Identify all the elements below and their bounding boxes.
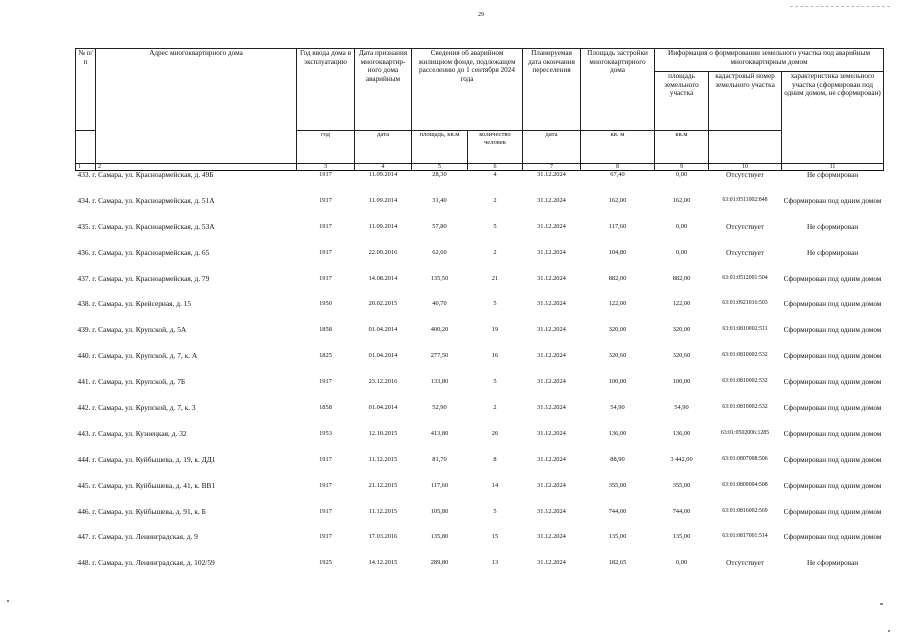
unit-people: количество человек [468,131,523,164]
recognition-date-cell: 01.04.2014 [368,326,398,334]
recognition-date-cell: 17.03.2016 [368,533,398,541]
address-cell: 439. г. Самара, ул. Крупской, д. 5А [77,325,187,335]
built-area-cell: 320,60 [608,352,627,360]
header-cadastral: кадастровый номер земельного участка [709,72,782,131]
col-number: 3 [297,164,355,171]
table-row [76,275,884,301]
built-area-cell: 117,60 [608,222,627,230]
table-row [76,249,884,275]
unit-cadastral [709,131,782,164]
recognition-date-cell: 11.12.2015 [368,507,398,515]
land-status-cell: Сформирован под одним домом [783,507,882,516]
land-area-cell: 0,00 [675,222,688,230]
people-count-cell: 26 [491,429,499,437]
col-number: 2 [96,164,297,171]
address-cell: 441. г. Самара, ул. Крупской, д. 7Б [77,377,186,387]
scan-speck [888,630,890,632]
built-area-cell: 182,65 [608,559,627,567]
col-number: 9 [655,164,709,171]
year-cell: 1925 [319,559,332,567]
built-area-cell: 104,80 [608,248,627,256]
address-cell: 433. г. Самара, ул. Красноармейская, д. 49Б [77,170,214,179]
planned-date-cell: 31.12.2024 [537,352,566,360]
recognition-date-cell: 11.09.2014 [368,196,398,204]
area-cell: 135,50 [430,274,449,282]
cadastral-cell: Отсутствует [726,222,764,231]
land-area-cell: 54,90 [674,404,689,412]
recognition-date-cell: 01.04.2014 [368,404,398,412]
people-count-cell: 21 [491,274,499,282]
land-status-cell: Сформирован под одним домом [783,404,882,413]
address-cell: 447. г. Самара, ул. Ленинградская, д. 9 [77,532,198,542]
year-cell: 1917 [319,274,332,282]
people-count-cell: 5 [493,300,497,308]
table-row [76,223,884,249]
unit-built-area: кв. м [581,131,655,164]
cadastral-cell: 63:01:0810002:511 [722,326,768,333]
table-row [76,430,884,456]
year-cell: 1917 [319,222,332,230]
cadastral-cell: 63:01:0921016:503 [722,300,768,307]
planned-date-cell: 31.12.2024 [537,274,566,282]
land-area-cell: 3 442,00 [670,455,693,463]
land-status-cell: Сформирован под одним домом [783,481,882,490]
unit-planned: дата [523,131,581,164]
cadastral-cell: 63:01:0809004:508 [722,481,768,488]
planned-date-cell: 31.12.2024 [537,533,566,541]
area-cell: 133,80 [430,378,449,386]
header-land-info: Информация о формировании земельного участка под аварийным многоквартирным домом [655,49,884,72]
built-area-cell: 320,00 [608,326,627,334]
recognition-date-cell: 14.08.2014 [368,274,398,282]
year-cell: 1917 [319,507,332,515]
land-status-cell: Сформирован под одним домом [783,196,882,205]
address-cell: 437. г. Самара, ул. Красноармейская, д. 79 [77,273,210,283]
land-area-cell: 122,00 [672,300,691,308]
address-cell: 443. г. Самара, ул. Кузнецкая, д. 32 [77,428,187,438]
land-status-cell: Сформирован под одним домом [783,274,882,283]
area-cell: 117,60 [430,481,449,489]
cadastral-cell: 63:01:0502006:1285 [720,429,770,436]
table-row [76,508,884,534]
built-area-cell: 744,00 [608,507,627,515]
table-row [76,197,884,223]
built-area-cell: 88,90 [610,455,625,463]
table-row [76,300,884,326]
header-land-area: площадь земельного участка [655,72,709,131]
area-cell: 105,80 [430,507,449,515]
people-count-cell: 5 [493,222,497,230]
land-status-cell: Сформирован под одним домом [783,300,882,309]
people-count-cell: 2 [493,196,497,204]
header-land-char: характеристика земельного участка (сформирован под одним домом, не сформирован) [782,72,884,164]
planned-date-cell: 31.12.2024 [537,378,566,386]
area-cell: 289,80 [430,559,449,567]
table-row [76,326,884,352]
built-area-cell: 67,40 [610,171,625,178]
area-cell: 413,80 [430,429,449,437]
land-status-cell: Не сформирован [806,171,859,179]
land-area-cell: 0,00 [675,559,688,567]
emergency-housing-table [75,48,884,585]
area-cell: 52,90 [432,404,447,412]
table-row [76,482,884,508]
people-count-cell: 19 [491,326,499,334]
table-row [76,533,884,559]
people-count-cell: 2 [493,404,497,412]
people-count-cell: 2 [493,248,497,256]
address-cell: 434. г. Самара, ул. Красноармейская, д. 51А [77,195,215,205]
col-number: 5 [412,164,468,171]
land-area-cell: 162,00 [672,196,691,204]
year-cell: 1917 [319,248,332,256]
col-number: 4 [355,164,412,171]
land-status-cell: Не сформирован [806,248,859,257]
land-status-cell: Сформирован под одним домом [783,533,882,542]
built-area-cell: 882,00 [608,274,627,282]
area-cell: 62,60 [432,248,447,256]
land-status-cell: Не сформирован [806,559,859,568]
cadastral-cell: 63:01:0810002:532 [722,378,768,385]
table-row [76,404,884,430]
header-built-area: Площадь застройки многоквартирного дома [581,49,655,131]
built-area-cell: 122,00 [608,300,627,308]
table-row [76,378,884,404]
planned-date-cell: 31.12.2024 [537,507,566,515]
year-cell: 1917 [319,196,332,204]
address-cell: 438. г. Самара, ул. Крейсерная, д. 15 [77,299,192,309]
cadastral-cell: 63:01:0511002:848 [722,196,768,203]
area-cell: 57,80 [432,222,447,230]
area-cell: 28,30 [432,171,447,178]
land-area-cell: 320,60 [672,352,691,360]
address-cell: 444. г. Самара, ул. Куйбышева, д. 19, к. ДД1 [77,454,216,464]
recognition-date-cell: 11.09.2014 [368,222,398,230]
people-count-cell: 13 [491,559,499,567]
cadastral-cell: Отсутствует [726,559,764,568]
land-area-cell: 0,00 [675,248,688,256]
planned-date-cell: 31.12.2024 [537,248,566,256]
header-year: Год ввода дома в эксплуатацию [297,49,355,131]
address-cell: 442. г. Самара, ул. Крупской, д. 7, к. 3 [77,403,196,413]
year-cell: 1953 [319,429,332,437]
people-count-cell: 5 [493,507,497,515]
table-row [76,352,884,378]
cadastral-cell: 63:01:0817001:514 [722,533,768,540]
recognition-date-cell: 23.12.2016 [368,378,398,386]
land-area-cell: 320,00 [672,326,691,334]
land-status-cell: Сформирован под одним домом [783,429,882,438]
header-planned-date: Планируемая дата окончания переселения [523,49,581,131]
area-cell: 81,70 [432,455,447,463]
recognition-date-cell: 11.12.2015 [368,455,398,463]
land-status-cell: Не сформирован [806,222,859,231]
unit-recognition: дата [355,131,412,164]
land-status-cell: Сформирован под одним домом [783,326,882,335]
area-cell: 31,40 [432,196,447,204]
col-number: 11 [782,164,884,171]
year-cell: 1917 [319,378,332,386]
unit-num [76,131,96,164]
people-count-cell: 8 [493,455,497,463]
col-number: 10 [709,164,782,171]
col-number: 8 [581,164,655,171]
year-cell: 1950 [319,300,332,308]
land-area-cell: 744,00 [672,507,691,515]
cadastral-cell: 63:01:0810002:532 [722,404,768,411]
year-cell: 1917 [319,481,332,489]
land-area-cell: 882,00 [672,274,691,282]
area-cell: 40,70 [432,300,447,308]
header-recognition-date: Дата признания многоквартир-ного дома аварийным [355,49,412,131]
year-cell: 1858 [319,326,332,334]
area-cell: 135,80 [430,533,449,541]
year-cell: 1917 [319,533,332,541]
planned-date-cell: 31.12.2024 [537,404,566,412]
people-count-cell: 4 [493,171,497,178]
built-area-cell: 355,00 [608,481,627,489]
year-cell: 1917 [319,171,332,178]
land-area-cell: 100,00 [672,378,691,386]
recognition-date-cell: 22.09.2016 [368,248,398,256]
header-fund: Сведения об аварийном жилищном фонде, подлежащем расселению до 1 сентября 2024 года [412,49,523,131]
address-cell: 446. г. Самара, ул. Куйбышева, д. 91, к. Б [77,506,206,516]
planned-date-cell: 31.12.2024 [537,559,566,567]
people-count-cell: 5 [493,378,497,386]
recognition-date-cell: 01.04.2014 [368,352,398,360]
area-cell: 400,20 [430,326,449,334]
address-cell: 436. г. Самара, ул. Красноармейская, д. 65 [77,247,210,257]
people-count-cell: 16 [491,352,499,360]
recognition-date-cell: 20.02.2015 [368,300,398,308]
address-cell: 448. г. Самара, ул. Ленинградская, д. 102/59 [77,558,215,568]
cadastral-cell: 63:01:0512001:504 [722,274,768,281]
table-row [76,456,884,482]
built-area-cell: 135,00 [608,533,627,541]
people-count-cell: 14 [491,481,499,489]
planned-date-cell: 31.12.2024 [537,196,566,204]
land-status-cell: Сформирован под одним домом [783,378,882,387]
built-area-cell: 100,00 [608,378,627,386]
built-area-cell: 54,90 [610,404,625,412]
col-number: 7 [523,164,581,171]
planned-date-cell: 31.12.2024 [537,455,566,463]
planned-date-cell: 31.12.2024 [537,326,566,334]
year-cell: 1917 [319,455,332,463]
planned-date-cell: 31.12.2024 [537,222,566,230]
unit-year: год [297,131,355,164]
people-count-cell: 15 [491,533,499,541]
land-area-cell: 136,00 [672,429,691,437]
land-area-cell: 355,00 [672,481,691,489]
cadastral-cell: 63:01:0816002:569 [722,507,768,514]
top-edge-mark [790,6,890,7]
table-row [76,559,884,585]
year-cell: 1825 [319,352,332,360]
land-status-cell: Сформирован под одним домом [783,455,882,464]
planned-date-cell: 31.12.2024 [537,171,566,178]
cadastral-cell: 63:01:0807008:506 [722,455,768,462]
address-cell: 440. г. Самара, ул. Крупской, д. 7, к. А [77,351,198,361]
cadastral-cell: Отсутствует [726,171,764,179]
header-num: № п/п [76,49,96,131]
cadastral-cell: Отсутствует [726,248,764,257]
cadastral-cell: 63:01:0810002:532 [722,352,768,359]
table-row [76,171,884,197]
scan-speck [7,600,9,602]
unit-area: площадь, кв.м [412,131,468,164]
col-number: 1 [76,164,96,171]
land-status-cell: Сформирован под одним домом [783,352,882,361]
built-area-cell: 162,00 [608,196,627,204]
recognition-date-cell: 21.12.2015 [368,481,398,489]
land-area-cell: 135,00 [672,533,691,541]
planned-date-cell: 31.12.2024 [537,481,566,489]
scan-speck [880,603,883,605]
recognition-date-cell: 12.10.2015 [368,429,398,437]
address-cell: 445. г. Самара, ул. Куйбышева, д. 41, к. ВВ1 [77,480,216,490]
header-row-main [76,49,884,72]
planned-date-cell: 31.12.2024 [537,429,566,437]
header-address: Адрес многоквартирного дома [96,49,297,164]
page-number: 29 [478,12,484,18]
land-area-cell: 0,00 [675,171,688,178]
recognition-date-cell: 14.12.2015 [368,559,398,567]
col-number: 6 [468,164,523,171]
unit-land-area: кв.м [655,131,709,164]
recognition-date-cell: 11.09.2014 [368,171,398,178]
area-cell: 277,50 [430,352,449,360]
built-area-cell: 136,00 [608,429,627,437]
address-cell: 435. г. Самара, ул. Красноармейская, д. 53А [77,221,215,231]
table-body [76,171,884,586]
planned-date-cell: 31.12.2024 [537,300,566,308]
year-cell: 1858 [319,404,332,412]
